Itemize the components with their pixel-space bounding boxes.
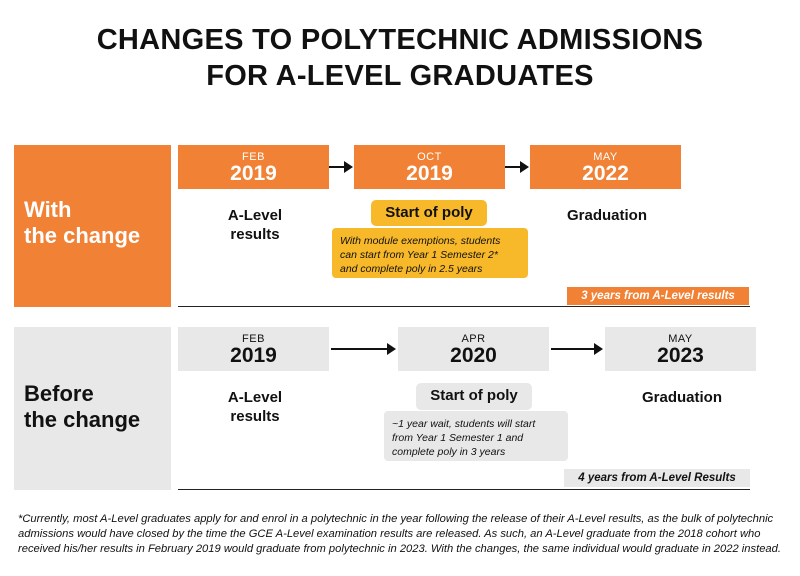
note-line-3: complete poly in 3 years <box>392 446 506 458</box>
event-start-of-poly: Start of poly <box>371 200 487 226</box>
event-graduation: Graduation <box>641 389 722 406</box>
event-graduation: Graduation <box>566 207 647 224</box>
date-month: FEB <box>242 333 265 345</box>
date-year: 2023 <box>657 344 704 367</box>
date-box-oct-2019 <box>354 145 505 189</box>
timeline-arrow <box>331 348 394 350</box>
date-year: 2020 <box>450 344 497 367</box>
row-label-line-1: With <box>24 197 72 222</box>
row-label-line-2: the change <box>24 223 141 248</box>
note-line-2: from Year 1 Semester 1 and <box>392 432 524 444</box>
row-label-line-2: the change <box>24 407 141 432</box>
event-start-of-poly: Start of poly <box>416 383 532 410</box>
date-box-feb-2019 <box>178 145 329 189</box>
date-box-feb-2019 <box>178 327 329 371</box>
date-month: MAY <box>668 333 693 345</box>
event-line-2: results <box>230 226 280 243</box>
note-line-1: ~1 year wait, students will start <box>392 418 536 430</box>
row-label-before-change <box>14 327 171 490</box>
footnote: *Currently, most A-Level graduates apply for and enrol in a polytechnic in the year following the release of their A-Level results, as the bulk of polytechnic admissions would have closed by the time the GCE A-Level examination results are released. As such, an A-Level graduate from the 2018 cohort who received his/her results in February 2019 would graduate from polytechnic in 2023. With the changes, the same individual would graduate in 2022 instead. <box>18 513 781 555</box>
date-month: OCT <box>417 151 442 163</box>
duration-line <box>178 306 750 307</box>
event-a-level-results <box>205 206 305 244</box>
duration-tag-with-change: 3 years from A-Level results <box>567 287 749 305</box>
note-with-change <box>332 228 528 278</box>
duration-line <box>178 489 750 490</box>
page-title-line-1: CHANGES TO POLYTECHNIC ADMISSIONS <box>96 24 704 56</box>
date-year: 2019 <box>230 344 277 367</box>
note-line-2: can start from Year 1 Semester 2* <box>340 249 498 261</box>
date-month: FEB <box>242 151 265 163</box>
event-line-1: A-Level <box>227 389 283 406</box>
date-box-may-2022 <box>530 145 681 189</box>
event-line-1: A-Level <box>227 207 283 224</box>
duration-tag-before-change: 4 years from A-Level Results <box>564 469 750 487</box>
date-box-apr-2020 <box>398 327 549 371</box>
date-year: 2019 <box>230 162 277 185</box>
row-label-line-1: Before <box>24 381 94 406</box>
row-label-with-change <box>14 145 171 307</box>
timeline-arrow <box>329 166 351 168</box>
note-line-1: With module exemptions, students <box>340 235 501 247</box>
date-month: APR <box>461 333 486 345</box>
date-box-may-2023 <box>605 327 756 371</box>
note-before-change <box>384 411 568 461</box>
date-month: MAY <box>593 151 618 163</box>
page-title-line-2: FOR A-LEVEL GRADUATES <box>206 60 594 92</box>
event-line-2: results <box>230 408 280 425</box>
date-year: 2022 <box>582 162 629 185</box>
timeline-arrow <box>505 166 527 168</box>
timeline-arrow <box>551 348 601 350</box>
note-line-3: and complete poly in 2.5 years <box>340 263 483 275</box>
event-a-level-results <box>205 388 305 426</box>
date-year: 2019 <box>406 162 453 185</box>
